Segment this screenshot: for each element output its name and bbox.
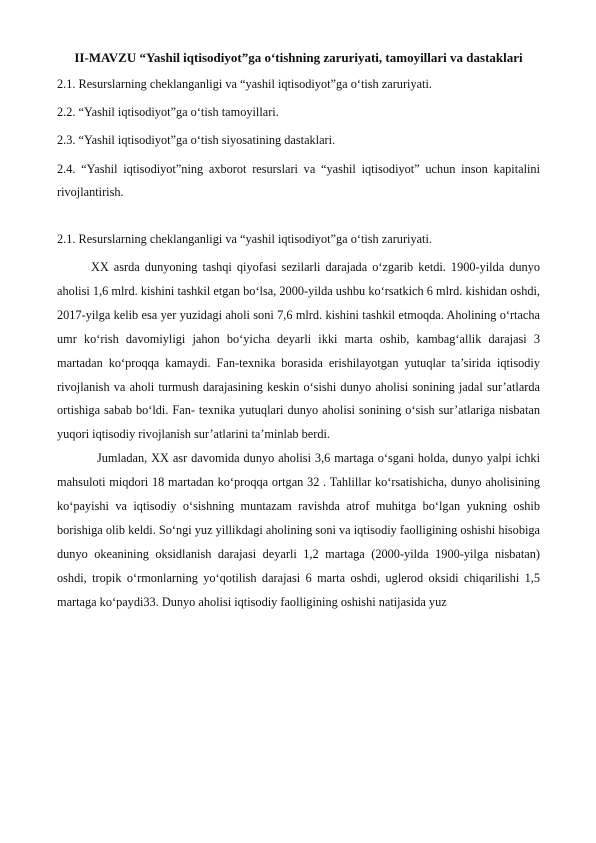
outline-item-2-3: 2.3. “Yashil iqtisodiyot”ga o‘tish siyosatining dastaklari. <box>57 133 336 147</box>
topic-outline <box>57 74 540 204</box>
outline-item-2-2: 2.2. “Yashil iqtisodiyot”ga o‘tish tamoyillari. <box>57 105 279 119</box>
document-page <box>57 48 540 615</box>
body-paragraph: XX asrda dunyoning tashqi qiyofasi sezilarli darajada o‘zgarib ketdi. 1900-yilda dunyo aholisi 1,6 mlrd. kishini tashkil etgan bo‘lsa, 2000-yilda ushbu ko‘rsatkich 6 mlrd. kishidan oshdi, 2017-yilga kelib esa yer yuzidagi aholi soni 7,6 mlrd. kishini tashkil etmoqda. Aholining o‘rtacha umr ko‘rish davomiyligi jahon bo‘yicha deyarli ikki marta oshib, kambag‘allik darajasi 3 martadan ko‘proqqa kamaydi. Fan-texnika borasida erishilayotgan yutuqlar ta’sirida iqtisodiy rivojlanish va aholi turmush darajasining keskin o‘sishi dunyo aholisi sonining jadal sur’atlarda ortishiga sabab bo‘ldi. Fan- texnika yutuqlari dunyo aholisi sonining o‘sish sur’atlariga nisbatan yuqori iqtisodiy rivojlanish sur’atlarini ta’minlab berdi. <box>57 260 540 442</box>
section-heading: 2.1. Resurslarning cheklanganligi va “yashil iqtisodiyot”ga o‘tish zaruriyati. <box>57 232 432 246</box>
outline-item-2-4: 2.4. “Yashil iqtisodiyot”ning axborot resurslari va “yashil iqtisodiyot” uchun inson kapitalini rivojlantirish. <box>57 162 540 199</box>
outline-item-2-1: 2.1. Resurslarning cheklanganligi va “yashil iqtisodiyot”ga o‘tish zaruriyati. <box>57 77 432 91</box>
body-paragraph: Jumladan, XX asr davomida dunyo aholisi 3,6 martaga o‘sgani holda, dunyo yalpi ichki mahsuloti miqdori 18 martadan ko‘proqqa ortgan 32 . Tahlillar ko‘rsatishicha, dunyo aholisining ko‘payishi va iqtisodiy o‘sishning muntazam ravishda atrof muhitga bo‘lgan yukning oshib borishiga olib keldi. So‘ngi yuz yillikdagi aholining soni va iqtisodiy faolligining oshishi hisobiga dunyo okeanining oksidlanish darajasi deyarli 1,2 martaga (2000-yilda 1900-yilga nisbatan) oshdi, tropik o‘rmonlarning yo‘qotilish darajasi 6 marta oshdi, uglerod oksidi chiqarilishi 1,5 martaga ko‘paydi33. Dunyo aholisi iqtisodiy faolligining oshishi natijasida yuz <box>57 451 540 609</box>
section-spacer <box>57 211 540 229</box>
page-title: II-MAVZU “Yashil iqtisodiyot”ga o‘tishning zaruriyati, tamoyillari va dastaklari <box>74 50 523 65</box>
